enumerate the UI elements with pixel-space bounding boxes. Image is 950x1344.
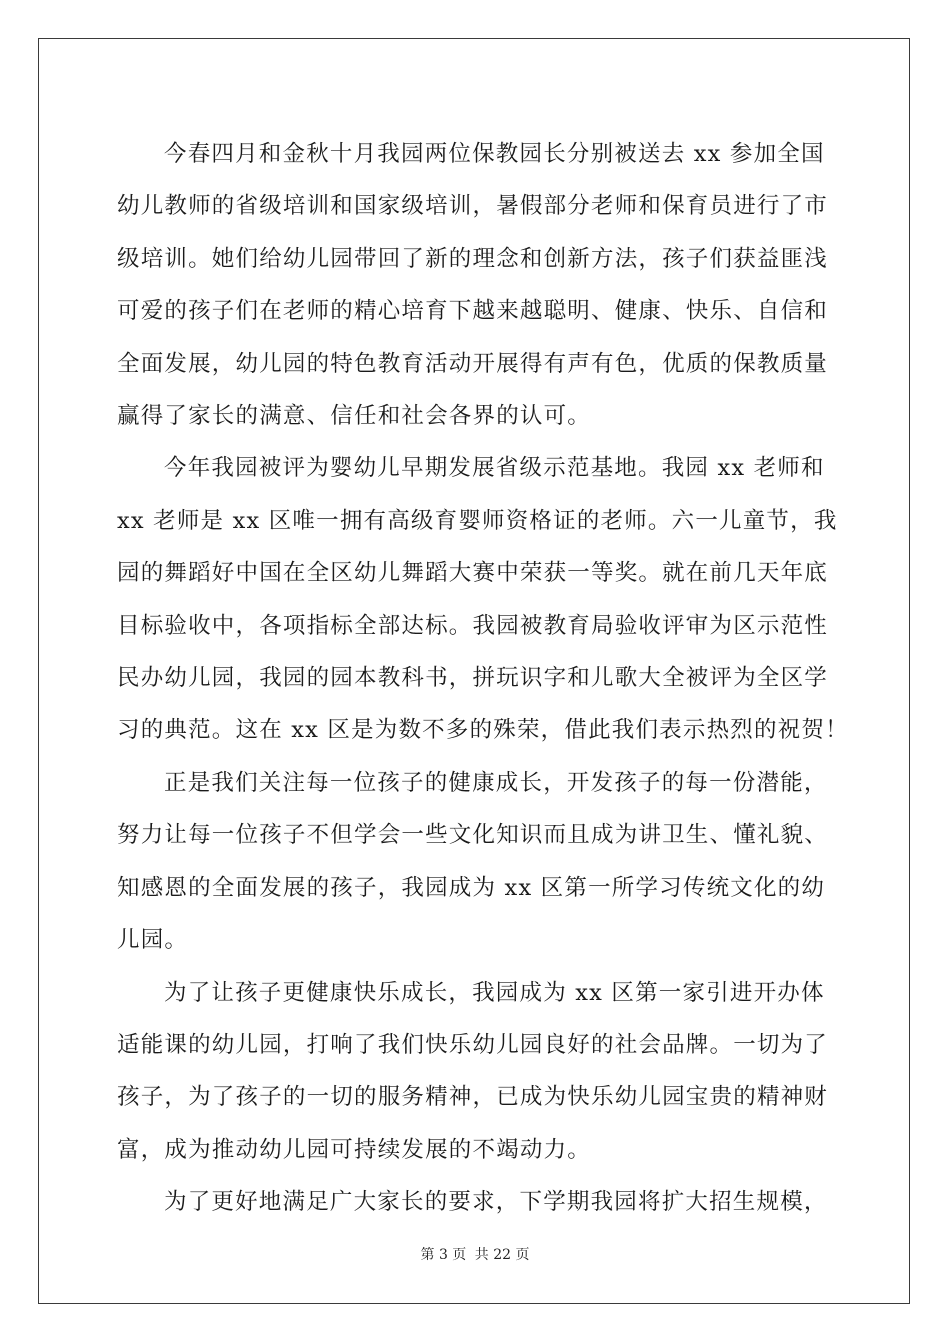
page-footer — [0, 1244, 950, 1264]
text-line: 园的舞蹈好中国在全区幼儿舞蹈大赛中荣获一等奖。就在前几天年底 — [117, 560, 829, 587]
paragraph-3 — [117, 757, 831, 967]
text-line: 级培训。她们给幼儿园带回了新的理念和创新方法，孩子们获益匪浅 — [117, 245, 829, 272]
page-number: 第 3 页 — [420, 1247, 467, 1263]
text-line: 今年我园被评为婴幼儿早期发展省级示范基地。我园 xx 老师和 — [164, 455, 825, 482]
paragraph-2 — [117, 442, 849, 756]
text-line: 民办幼儿园，我园的园本教科书，拼玩识字和儿歌大全被评为全区学 — [117, 665, 829, 692]
text-line: 为了更好地满足广大家长的要求，下学期我园将扩大招生规模， — [164, 1189, 828, 1216]
text-line: 为了让孩子更健康快乐成长，我园成为 xx 区第一家引进开办体 — [164, 979, 825, 1006]
text-line: 孩子，为了孩子的一切的服务精神，已成为快乐幼儿园宝贵的精神财 — [117, 1084, 829, 1111]
text-line: 目标验收中，各项指标全部达标。我园被教育局验收评审为区示范性 — [117, 612, 829, 639]
text-line: 习的典范。这在 xx 区是为数不多的殊荣，借此我们表示热烈的祝贺！ — [117, 717, 849, 744]
paragraph-4 — [117, 967, 831, 1177]
text-line: 今春四月和金秋十月我园两位保教园长分别被送去 xx 参加全国 — [164, 141, 825, 167]
text-line: 适能课的幼儿园，打响了我们快乐幼儿园良好的社会品牌。一切为了 — [117, 1031, 829, 1058]
text-line: 全面发展，幼儿园的特色教育活动开展得有声有色，优质的保教质量 — [117, 350, 829, 377]
text-line: 可爱的孩子们在老师的精心培育下越来越聪明、健康、快乐、自信和 — [117, 298, 829, 325]
text-line: xx 老师是 xx 区唯一拥有高级育婴师资格证的老师。六一儿童节，我 — [117, 507, 838, 534]
page-total: 共 22 页 — [474, 1247, 530, 1263]
paragraph-5 — [117, 1176, 831, 1228]
text-line: 儿园。 — [117, 927, 189, 954]
paragraph-1 — [117, 128, 831, 442]
document-body — [117, 128, 849, 1229]
text-line: 知感恩的全面发展的孩子，我园成为 xx 区第一所学习传统文化的幼 — [117, 874, 826, 901]
text-line: 赢得了家长的满意、信任和社会各界的认可。 — [117, 403, 592, 430]
text-line: 正是我们关注每一位孩子的健康成长，开发孩子的每一份潜能， — [164, 769, 828, 796]
text-line: 富，成为推动幼儿园可持续发展的不竭动力。 — [117, 1136, 592, 1163]
text-line: 幼儿教师的省级培训和国家级培训，暑假部分老师和保育员进行了市 — [117, 193, 829, 220]
text-line: 努力让每一位孩子不但学会一些文化知识而且成为讲卫生、懂礼貌、 — [117, 822, 829, 849]
